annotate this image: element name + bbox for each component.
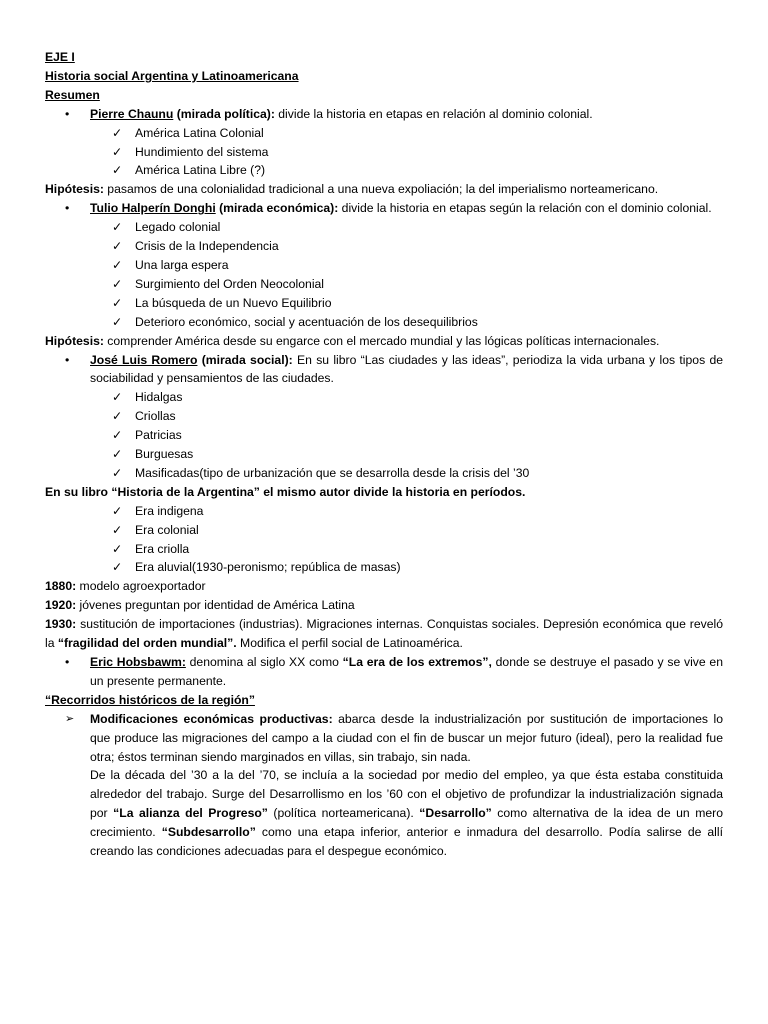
check-icon: ✓ (112, 428, 123, 443)
author-description: divide la historia en etapas según la relación con el dominio colonial. (338, 201, 712, 216)
development-paragraph: De la década del ’30 a la del ’70, se incluía a la sociedad por medio del empleo, ya que ésta estaba constituida alrededor del trabajo. Surge del Desarrollismo en los ’60 con el objetivo de profundizar la industrialización signada por “La alianza del Progreso” (política norteamericana). “Desarrollo” como alternativa de la idea de un mero crecimiento. “Subdesarrollo” como una etapa inferior, anterior e inmadura del desarrollo. Podía salirse de allí creando las condiciones adecuadas para el despegue económico. (90, 768, 723, 859)
year-1920: 1920: jóvenes preguntan por identidad de América Latina (45, 598, 355, 613)
check-icon: ✓ (112, 125, 123, 140)
check-item: ✓ América Latina Colonial (45, 124, 723, 143)
check-item: ✓ Legado colonial (45, 218, 723, 237)
check-icon: ✓ (112, 239, 123, 254)
summary-heading: Resumen (45, 87, 100, 102)
axis-heading: EJE I (45, 50, 75, 64)
check-item: ✓ Era criolla (45, 540, 723, 559)
bullet-icon: • (65, 655, 70, 669)
check-icon: ✓ (112, 257, 123, 272)
check-item: ✓ La búsqueda de un Nuevo Equilibrio (45, 294, 723, 313)
document-content (45, 48, 723, 861)
author-gaze: (mirada social): (197, 352, 293, 367)
check-icon: ✓ (112, 522, 123, 537)
check-item: ✓ Era aluvial(1930-peronismo; república de masas) (45, 558, 723, 577)
check-item: ✓ Hundimiento del sistema (45, 143, 723, 162)
check-item: ✓ Burguesas (45, 445, 723, 464)
hobsbawm-bullet: • Eric Hobsbawm: denomina al siglo XX como “La era de los extremos”, donde se destruye el pasado y se vive en un presente permanente. (65, 655, 723, 688)
arrow-right-icon: ➢ (65, 712, 75, 725)
year-1930: 1930: sustitución de importaciones (industrias). Migraciones internas. Conquistas sociales. Depresión económica que reveló la “fragilidad del orden mundial”. Modifica el perfil social de Latinoamérica. (45, 617, 723, 651)
check-item: ✓ Patricias (45, 426, 723, 445)
check-item: ✓ Era indigena (45, 502, 723, 521)
check-icon: ✓ (112, 447, 123, 462)
author-description: divide la historia en etapas en relación al dominio colonial. (274, 106, 593, 121)
check-item: ✓ Masificadas(tipo de urbanización que se desarrolla desde la crisis del ’30 (45, 464, 723, 483)
bullet-icon: • (65, 352, 70, 367)
check-icon: ✓ (112, 144, 123, 159)
section-title: “Recorridos históricos de la región” (45, 692, 255, 707)
author-gaze: (mirada política): (173, 106, 275, 121)
romero-bullet (45, 351, 723, 389)
check-icon: ✓ (112, 390, 123, 405)
chaunu-bullet (45, 105, 723, 124)
author-name: Eric Hobsbawm: (90, 655, 186, 669)
check-icon: ✓ (112, 220, 123, 235)
hypothesis-paragraph: Hipótesis: pasamos de una colonialidad tradicional a una nueva expoliación; la del imperialismo norteamericano. (45, 182, 659, 197)
check-icon: ✓ (112, 163, 123, 178)
check-item: ✓ Deterioro económico, social y acentuación de los desequilibrios (45, 313, 723, 332)
check-icon: ✓ (112, 409, 123, 424)
check-icon: ✓ (112, 295, 123, 310)
author-name: Pierre Chaunu (90, 106, 174, 121)
check-item: ✓ Surgimiento del Orden Neocolonial (45, 275, 723, 294)
subject-heading: Historia social Argentina y Latinoamericana (45, 68, 299, 83)
check-icon: ✓ (112, 560, 123, 575)
check-icon: ✓ (112, 276, 123, 291)
check-item: ✓ Una larga espera (45, 256, 723, 275)
arrow-bullet: ➢ Modificaciones económicas productivas: abarca desde la industrialización por sustitución de importaciones lo que produce las migraciones del campo a la ciudad con el fin de buscar un mejor futuro (ideal), pero la realidad fue otra; éstos terminan siendo marginados en villas, sin trabajo, sin nada. (65, 711, 723, 764)
check-item: ✓ Hidalgas (45, 388, 723, 407)
author-gaze: (mirada económica): (215, 201, 339, 216)
book-line: En su libro “Historia de la Argentina” el mismo autor divide la historia en períodos. (45, 484, 526, 499)
check-item: ✓ Era colonial (45, 521, 723, 540)
check-item: ✓ Crisis de la Independencia (45, 237, 723, 256)
hypothesis-paragraph: Hipótesis: comprender América desde su engarce con el mercado mundial y las lógicas políticas internacionales. (45, 333, 660, 348)
check-icon: ✓ (112, 503, 123, 518)
check-item: ✓ Criollas (45, 407, 723, 426)
check-icon: ✓ (112, 541, 123, 556)
author-description: En su libro “Las ciudades y las ideas”, periodiza la vida urbana y los tipos de sociabilidad y pensamientos de las ciudades. (90, 352, 724, 386)
check-icon: ✓ (112, 465, 123, 480)
check-item: ✓ América Latina Libre (?) (45, 161, 723, 180)
check-icon: ✓ (112, 314, 123, 329)
author-name: Tulio Halperín Donghi (90, 201, 216, 216)
bullet-icon: • (65, 201, 70, 216)
halperin-bullet (45, 199, 723, 218)
author-name: José Luis Romero (90, 352, 198, 367)
year-1880: 1880: modelo agroexportador (45, 579, 206, 594)
bullet-icon: • (65, 106, 70, 121)
